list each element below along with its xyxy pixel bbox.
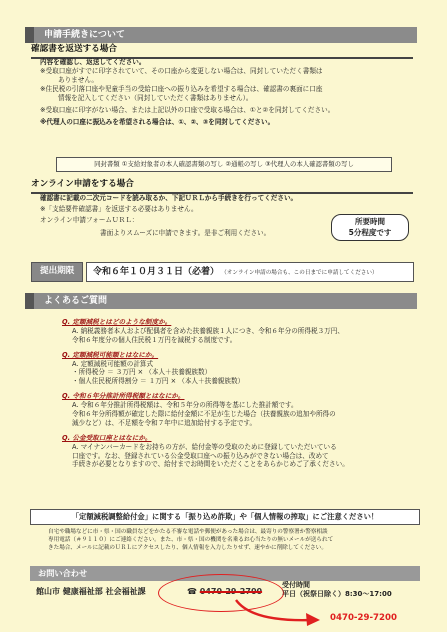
faq-list: [62, 318, 422, 469]
faq-answer: 口座です。なお、登録されている公金受取口座への振り込みができない場合は、改めて: [72, 451, 329, 460]
return-line: 内容を確認し、返送してください。: [40, 58, 146, 66]
section-header: [25, 27, 417, 43]
enclosed-docs-box: 同封書類 ①支給対象者の本人確認書類の写し ②通帳の写し ③代理人の本人確認書類の写し: [56, 157, 392, 172]
faq-question: Q. 定額減税とはどのような制度か。: [62, 318, 172, 326]
online-line: ※「支給要件確認書」を返送する必要はありません。: [40, 204, 198, 213]
online-line: 確認書に記載の二次元コードを読み取るか、下記ＵＲＬから手続きを行ってください。: [40, 194, 298, 202]
faq-header: [25, 293, 417, 309]
faq-title: よくあるご質問: [44, 296, 108, 306]
online-body: [40, 194, 340, 238]
return-heading: 確認書を返送する場合: [31, 44, 413, 59]
faq-answer: 手続きが必要となりますので、給付までお時間をいただくことをあらかじめご了承ください。: [72, 460, 349, 469]
deadline-box: [86, 262, 414, 282]
callout-line: 5分程度です: [348, 227, 392, 237]
return-line: ※受取口座に印字がない場合、または上記以外の口座で受取る場合は、①と②を同封してください。: [40, 106, 335, 115]
faq-answer: A. 令和６年分推計所得税額は、令和５年分の所得等を基にした推計額です。: [72, 401, 298, 410]
warning-title: 「定額減税調整給付金」に関する「振り込め詐欺」や「個人情報の搾取」にご注意ください！: [30, 509, 420, 525]
contact-office: 館山市 健康福祉部 社会福祉課: [36, 587, 146, 596]
online-heading: オンライン申請をする場合: [31, 179, 413, 194]
deadline-note: （オンライン申請の場合も、この日までに申請してください）: [221, 270, 378, 276]
faq-question: Q. 令和６年分推計所得税額とはなにか。: [62, 392, 185, 401]
faq-answer: 減少など）は、不足額を令和７年中に追加給付する予定です。: [72, 418, 257, 427]
warning-body: [48, 528, 416, 552]
hours-value: 平日（祝祭日除く）8:30～17:00: [282, 590, 392, 599]
return-line: ありません。: [58, 75, 98, 84]
faq-answer: 令和６年分所得額が確定した際に給付金額に不足が生じた場合（扶養親族の追加や所得の: [72, 410, 336, 419]
section-title: 申請手続きについて: [44, 30, 125, 40]
phone-icon: ☎: [187, 587, 197, 596]
return-line: 情報を記入してください（同封していただく書類はありません）。: [58, 93, 253, 102]
deadline-label: 提出期限: [31, 262, 83, 282]
warning-line: 自宅や職場などに市・県・国の職員などをかたる不審な電話や郵便があった場合は、最寄りの警察署か警察相談: [48, 529, 328, 535]
faq-question: Q. 定額減税可能額とはなにか。: [62, 350, 159, 359]
faq-answer: ・所得税分 ＝ ３万円 × （本人＋扶養親族数）: [72, 368, 212, 377]
hours-label: 受付時間: [282, 581, 310, 589]
contact-bar: お問い合わせ: [30, 566, 420, 581]
new-phone-number: 0470-29-7200: [330, 613, 397, 623]
faq-question: Q. 公金受取口座とはなにか。: [62, 433, 152, 442]
faq-answer: ・個人住民税所得割分 ＝ １万円 × （本人＋扶養親族数）: [72, 377, 245, 386]
red-arrow-icon: [230, 598, 330, 630]
callout-line: 所要時間: [355, 217, 385, 226]
warning-line: 専用電話（＃９１１０）にご連絡ください。また、市・県・国の機関を名乗るお心当たりの無いメールが送られて: [48, 537, 334, 544]
return-line: ※代理人の口座に振込みを希望される場合は、①、②、③を同封してください。: [40, 118, 275, 127]
time-callout: [331, 214, 409, 241]
faq-answer: A. 定額減税可能額の計算式: [72, 359, 154, 368]
return-line: ※受取口座がすでに印字されていて、その口座から変更しない場合は、同封していただく書類は: [40, 66, 323, 75]
warning-line: きた場合、メールに記載のＵＲＬにアクセスしたり、個人情報を入力したりせず、速やかに削除してください。: [48, 545, 327, 552]
return-line: ※住民税の引落口座や児童手当の受給口座への振り込みを希望する場合は、確認書の裏面に口座: [40, 84, 323, 93]
return-body: [40, 58, 420, 127]
online-line: 書面よりスムーズに申請できます。是非ご利用ください。: [100, 228, 271, 237]
deadline-date: 令和６年１０月３１日（必着）: [93, 267, 220, 277]
faq-answer: A. マイナンバーカードをお持ちの方が、給付金等の受取のために登録していただいている: [72, 442, 337, 451]
faq-answer: A. 納税義務者本人および配偶者を含めた扶養親族１人につき、令和６年分の所得税３万円、: [72, 326, 344, 335]
faq-answer: 令和６年度分の個人住民税１万円を減税する制度です。: [72, 335, 237, 344]
old-phone-number: 0470-29-2700: [199, 587, 263, 596]
online-url-label[interactable]: オンライン申請フォームＵＲＬ：: [40, 215, 139, 224]
